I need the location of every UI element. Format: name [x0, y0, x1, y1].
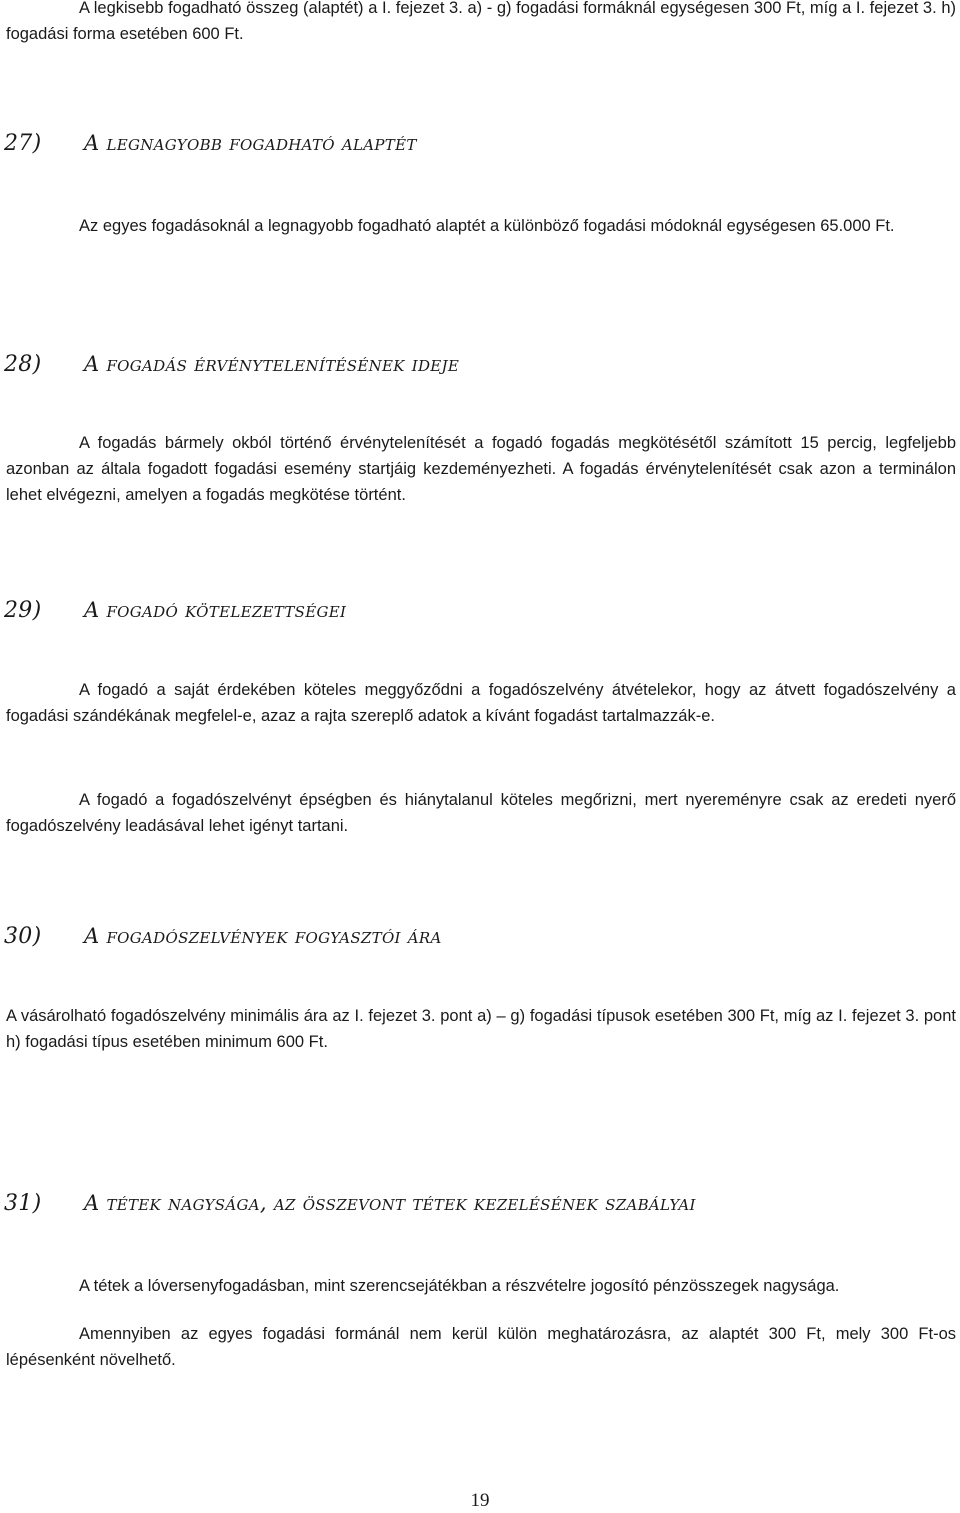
paragraph: A fogadó a saját érdekében köteles meggyőződni a fogadószelvény átvételekor, hogy az átvett fogadószelvény a fogadási szándékának megfelel-e, azaz a rajta szereplő adatok a kívánt fogadást tartalmazzák-e.	[6, 681, 956, 725]
section-body-30	[6, 1003, 956, 1055]
intro-block	[6, 0, 956, 47]
intro-paragraph: A legkisebb fogadható összeg (alaptét) a I. fejezet 3. a) - g) fogadási formáknál egységesen 300 Ft, míg a I. fejezet 3. h) fogadási forma esetében 600 Ft.	[6, 0, 956, 43]
section-title: A fogadószelvények fogyasztói ára	[84, 924, 442, 948]
section-heading-28	[4, 349, 459, 377]
section-body-29a	[6, 677, 956, 729]
section-heading-30	[4, 921, 442, 949]
section-title: A fogadó kötelezettségei	[84, 598, 347, 622]
section-heading-29	[4, 595, 346, 623]
section-number: 28)	[4, 352, 42, 377]
section-body-29b	[6, 787, 956, 839]
section-body-31b	[6, 1321, 956, 1373]
section-body-31a	[6, 1273, 956, 1299]
section-number: 31)	[4, 1191, 42, 1216]
section-title: A tétek nagysága, az összevont tétek kezelésének szabályai	[84, 1191, 696, 1215]
section-body-27	[6, 213, 956, 239]
section-number: 30)	[4, 924, 42, 949]
section-heading-27	[4, 128, 417, 156]
paragraph: A vásárolható fogadószelvény minimális ára az I. fejezet 3. pont a) – g) fogadási típusok esetében 300 Ft, míg az I. fejezet 3. pont h) fogadási típus esetében minimum 600 Ft.	[6, 1007, 956, 1051]
paragraph: A tétek a lóversenyfogadásban, mint szerencsejátékban a részvételre jogosító pénzösszegek nagysága.	[79, 1277, 840, 1295]
section-number: 29)	[4, 598, 42, 623]
section-body-28	[6, 430, 956, 508]
paragraph: A fogadó a fogadószelvényt épségben és hiánytalanul köteles megőrizni, mert nyereményre csak az eredeti nyerő fogadószelvény leadásával lehet igényt tartani.	[6, 791, 956, 835]
paragraph: Amennyiben az egyes fogadási formánál nem kerül külön meghatározásra, az alaptét 300 Ft, mely 300 Ft-os lépésenként növelhető.	[6, 1325, 956, 1369]
section-title: A fogadás érvénytelenítésének ideje	[84, 352, 460, 376]
section-title: A legnagyobb fogadható alaptét	[84, 131, 417, 155]
paragraph: Az egyes fogadásoknál a legnagyobb fogadható alaptét a különböző fogadási módoknál egységesen 65.000 Ft.	[79, 217, 895, 235]
paragraph: A fogadás bármely okból történő érvénytelenítését a fogadó fogadás megkötésétől számított 15 percig, legfeljebb azonban az általa fogadott fogadási esemény startjáig kezdeményezheti. A fogadás érvénytelenítését csak azon a terminálon lehet elvégezni, amelyen a fogadás megkötése történt.	[6, 434, 956, 504]
page-number: 19	[470, 1490, 490, 1511]
section-heading-31	[4, 1188, 696, 1216]
section-number: 27)	[4, 131, 42, 156]
